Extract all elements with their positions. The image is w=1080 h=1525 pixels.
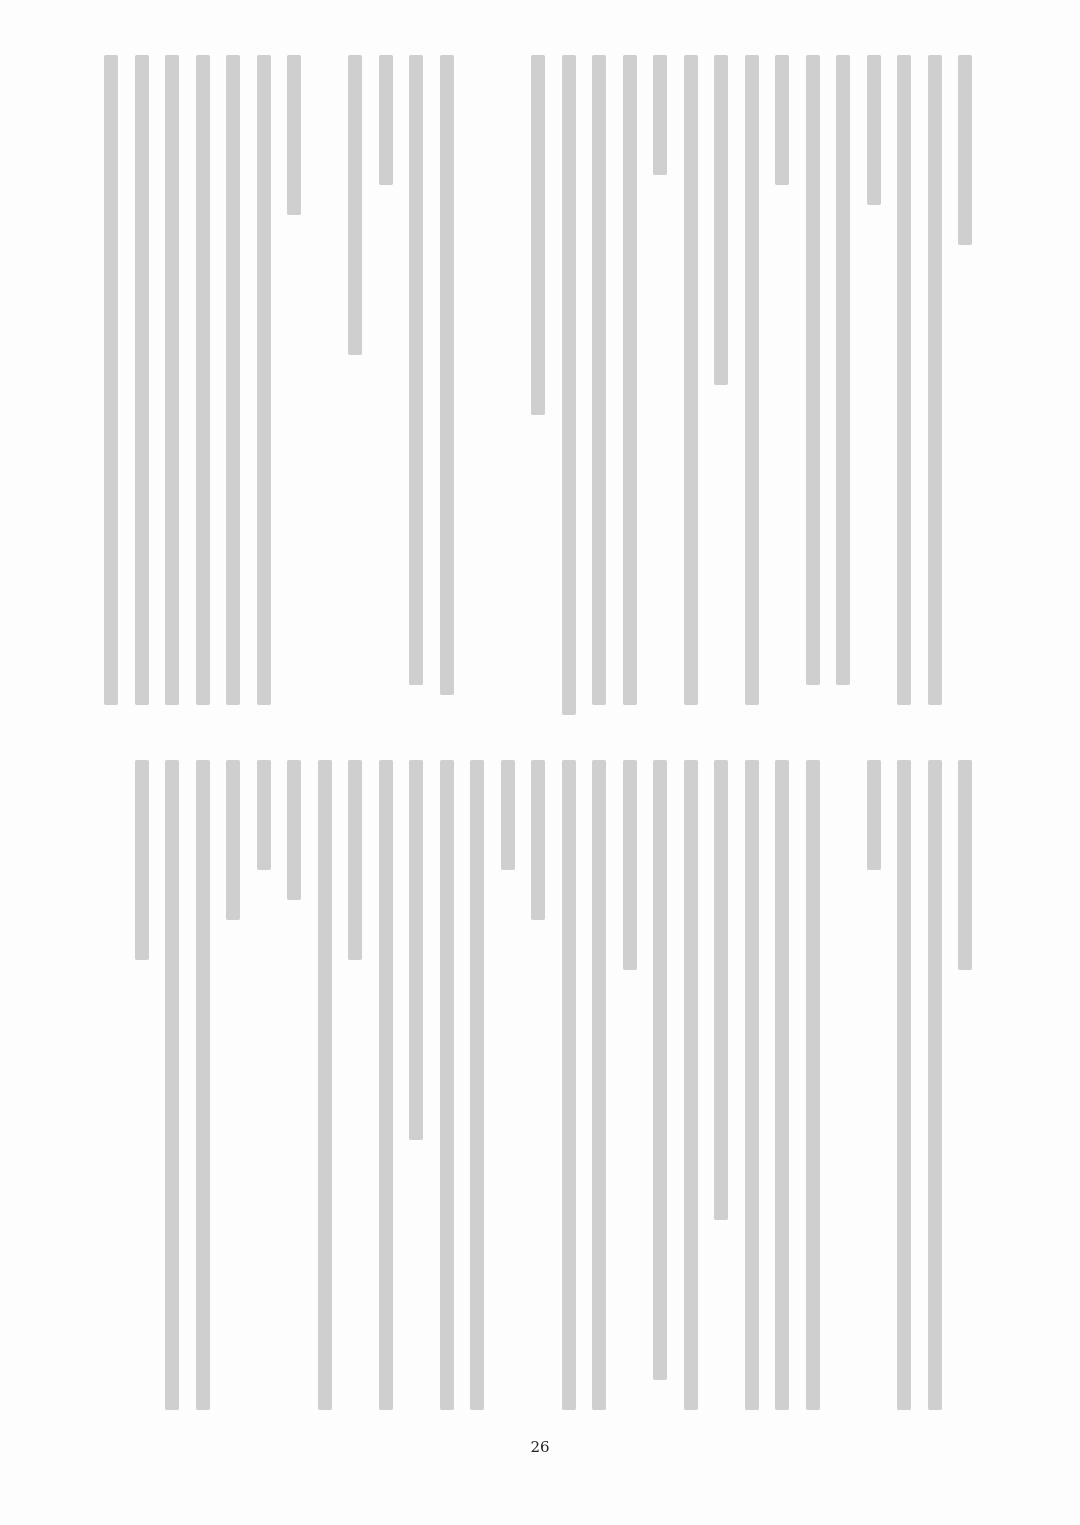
redacted-text-column xyxy=(379,760,393,1410)
redacted-text-column xyxy=(592,760,606,1410)
redacted-text-column xyxy=(958,760,972,970)
redacted-text-column xyxy=(806,760,820,1410)
redacted-text-column xyxy=(501,760,515,870)
redacted-text-column xyxy=(897,760,911,1410)
redacted-text-column xyxy=(470,760,484,1410)
redacted-text-column xyxy=(775,55,789,185)
redacted-text-column xyxy=(897,55,911,705)
page-number: 26 xyxy=(530,1438,550,1456)
redacted-text-column xyxy=(409,55,423,685)
redacted-text-column xyxy=(958,55,972,245)
redacted-text-column xyxy=(653,760,667,1380)
redacted-text-column xyxy=(440,760,454,1410)
redacted-text-column xyxy=(165,760,179,1410)
redacted-text-column xyxy=(409,760,423,1140)
redacted-text-column xyxy=(623,760,637,970)
redacted-text-column xyxy=(714,760,728,1220)
redacted-text-column xyxy=(775,760,789,1410)
redacted-text-column xyxy=(348,55,362,355)
redacted-text-column xyxy=(531,55,545,415)
redacted-text-column xyxy=(867,55,881,205)
redacted-text-column xyxy=(226,760,240,920)
redacted-text-column xyxy=(836,55,850,685)
redacted-text-column xyxy=(135,55,149,705)
redacted-text-column xyxy=(318,760,332,1410)
redacted-text-column xyxy=(287,55,301,215)
redacted-text-column xyxy=(348,760,362,960)
redacted-text-column xyxy=(928,760,942,1410)
redacted-text-column xyxy=(104,55,118,705)
redacted-text-column xyxy=(257,55,271,705)
redacted-text-column xyxy=(562,55,576,715)
redacted-text-column xyxy=(592,55,606,705)
redacted-text-column xyxy=(684,55,698,705)
redacted-text-column xyxy=(653,55,667,175)
redacted-text-column xyxy=(196,760,210,1410)
redacted-text-column xyxy=(714,55,728,385)
redacted-text-column xyxy=(867,760,881,870)
redacted-text-column xyxy=(196,55,210,705)
redacted-text-column xyxy=(928,55,942,705)
redacted-text-column xyxy=(379,55,393,185)
redacted-text-column xyxy=(745,760,759,1410)
redacted-text-column xyxy=(440,55,454,695)
redacted-text-column xyxy=(287,760,301,900)
redacted-text-column xyxy=(165,55,179,705)
redacted-text-column xyxy=(135,760,149,960)
redacted-text-column xyxy=(806,55,820,685)
redacted-text-column xyxy=(531,760,545,920)
redacted-text-column xyxy=(745,55,759,705)
redacted-text-column xyxy=(623,55,637,705)
redacted-text-column xyxy=(226,55,240,705)
redacted-text-column xyxy=(257,760,271,870)
redacted-text-column xyxy=(684,760,698,1410)
redacted-text-column xyxy=(562,760,576,1410)
